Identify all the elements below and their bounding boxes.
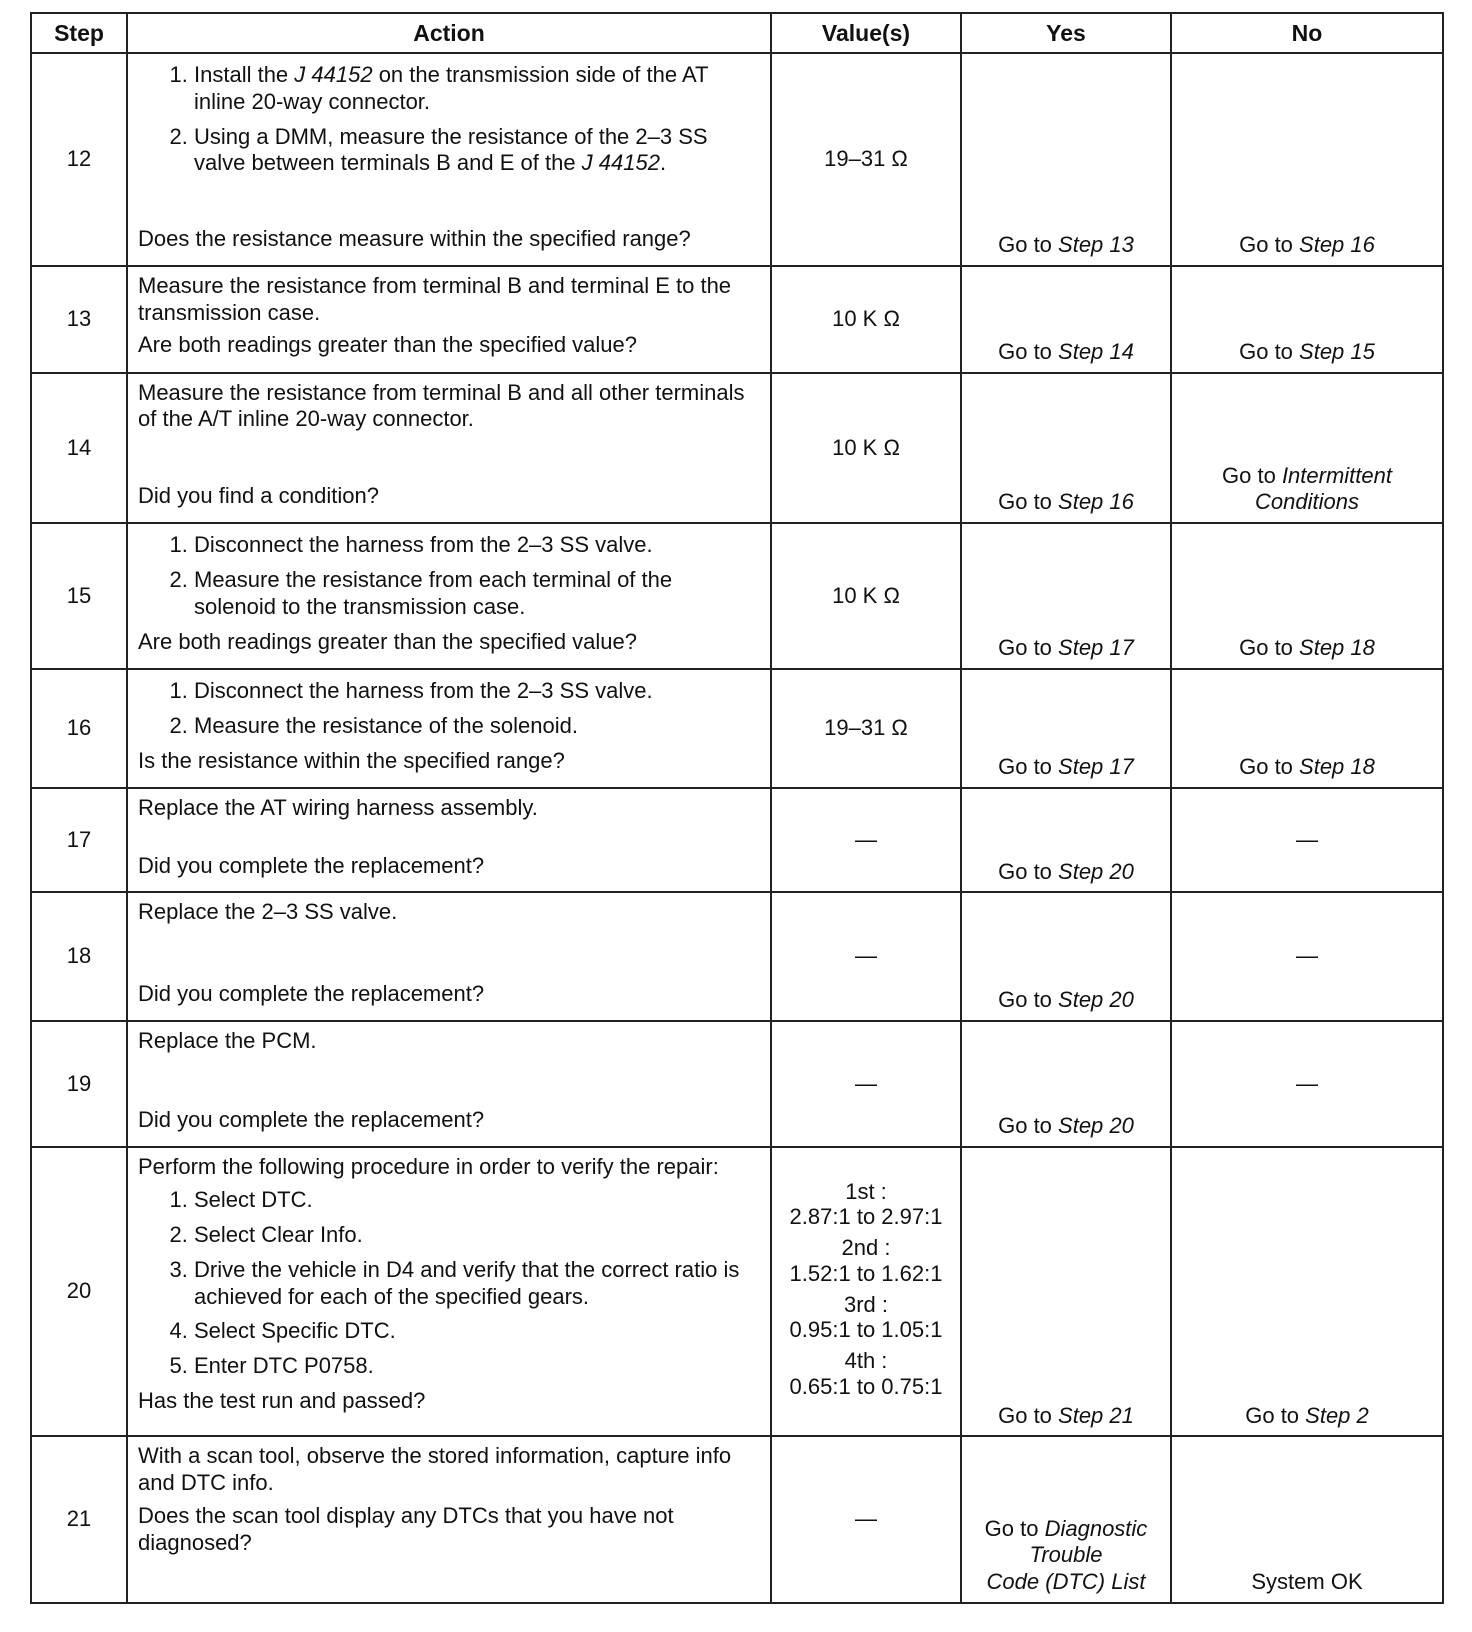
header-step: Step bbox=[31, 13, 127, 53]
value-cell: — bbox=[771, 1436, 961, 1603]
yes-cell: Go to Diagnostic Trouble Code (DTC) List bbox=[961, 1436, 1171, 1603]
no-link[interactable]: Step 15 bbox=[1299, 338, 1375, 364]
tool-name: J 44152 bbox=[581, 150, 660, 176]
yes-link[interactable]: Step 17 bbox=[1058, 635, 1134, 661]
action-cell bbox=[127, 266, 771, 373]
no-cell: — bbox=[1171, 892, 1443, 1020]
question: Is the resistance within the specified range? bbox=[138, 747, 565, 773]
gear-ratio: 4th : 0.65:1 to 0.75:1 bbox=[789, 1348, 943, 1399]
yes-cell: Go to Step 14 bbox=[961, 266, 1171, 373]
no-cell: — bbox=[1171, 1021, 1443, 1147]
yes-cell: Go to Step 17 bbox=[961, 523, 1171, 669]
yes-link[interactable]: Step 17 bbox=[1058, 754, 1134, 780]
action-cell bbox=[127, 1436, 771, 1603]
action-text: Measure the resistance from terminal B and all other terminals of the A/T inline 20-way connector. bbox=[138, 379, 745, 432]
diagnostic-table bbox=[30, 12, 1444, 1604]
no-link[interactable]: Step 16 bbox=[1299, 231, 1375, 257]
step-number: 12 bbox=[31, 53, 127, 266]
yes-link[interactable]: Step 21 bbox=[1058, 1402, 1134, 1428]
question: Does the scan tool display any DTCs that you have not diagnosed? bbox=[138, 1502, 674, 1555]
yes-link[interactable]: Step 20 bbox=[1058, 1113, 1134, 1139]
step-number: 20 bbox=[31, 1147, 127, 1436]
no-link[interactable]: Step 18 bbox=[1299, 754, 1375, 780]
yes-cell: Go to Step 21 bbox=[961, 1147, 1171, 1436]
action-item: 2. Measure the resistance from each terminal of the solenoid to the transmission case. bbox=[194, 567, 760, 621]
yes-cell: Go to Step 16 bbox=[961, 373, 1171, 524]
step-number: 16 bbox=[31, 669, 127, 788]
no-cell: Go to Step 18 bbox=[1171, 523, 1443, 669]
tool-name: J 44152 bbox=[294, 62, 373, 87]
table-row bbox=[31, 53, 1443, 266]
step-number: 13 bbox=[31, 266, 127, 373]
action-cell bbox=[127, 523, 771, 669]
action-item: 4. Select Specific DTC. bbox=[194, 1318, 760, 1345]
gear-ratio: 2nd : 1.52:1 to 1.62:1 bbox=[789, 1235, 943, 1286]
action-item: 2. Measure the resistance of the solenoid. bbox=[194, 713, 760, 740]
action-cell bbox=[127, 53, 771, 266]
action-text: Replace the PCM. bbox=[138, 1027, 317, 1053]
yes-cell: Go to Step 20 bbox=[961, 788, 1171, 892]
value-cell: — bbox=[771, 1021, 961, 1147]
action-text: With a scan tool, observe the stored information, capture info and DTC info. bbox=[138, 1443, 732, 1496]
table-row bbox=[31, 892, 1443, 1020]
action-item: 2. Using a DMM, measure the resistance of the 2–3 SS valve between terminals B and E of the J 44152. bbox=[194, 124, 760, 178]
yes-link[interactable]: Step 20 bbox=[1058, 986, 1134, 1012]
step-number: 19 bbox=[31, 1021, 127, 1147]
step-number: 15 bbox=[31, 523, 127, 669]
table-row bbox=[31, 788, 1443, 892]
no-cell: Go to Step 16 bbox=[1171, 53, 1443, 266]
question: Did you complete the replacement? bbox=[138, 852, 485, 878]
yes-link[interactable]: Step 14 bbox=[1058, 338, 1134, 364]
gear-ratio: 3rd : 0.95:1 to 1.05:1 bbox=[789, 1291, 943, 1343]
table-row bbox=[31, 266, 1443, 373]
value-cell: — bbox=[771, 788, 961, 892]
value-cell: 10 K Ω bbox=[771, 523, 961, 669]
value-cell: 19–31 Ω bbox=[771, 669, 961, 788]
action-text: Replace the 2–3 SS valve. bbox=[138, 899, 398, 925]
value-cell: 19–31 Ω bbox=[771, 53, 961, 266]
value-cell: — bbox=[771, 892, 961, 1020]
no-cell: — bbox=[1171, 788, 1443, 892]
no-cell: Go to Intermittent Conditions bbox=[1171, 373, 1443, 524]
question: Has the test run and passed? bbox=[138, 1388, 426, 1414]
value-cell: 10 K Ω bbox=[771, 266, 961, 373]
header-no: No bbox=[1171, 13, 1443, 53]
action-item: 1. Disconnect the harness from the 2–3 SS valve. bbox=[194, 678, 760, 705]
step-number: 17 bbox=[31, 788, 127, 892]
action-cell bbox=[127, 373, 771, 524]
yes-cell: Go to Step 17 bbox=[961, 669, 1171, 788]
action-item: 5. Enter DTC P0758. bbox=[194, 1353, 760, 1380]
yes-cell: Go to Step 13 bbox=[961, 53, 1171, 266]
table-row bbox=[31, 669, 1443, 788]
table-row bbox=[31, 1021, 1443, 1147]
yes-link[interactable]: Step 20 bbox=[1058, 858, 1134, 884]
action-item: 1. Select DTC. bbox=[194, 1187, 760, 1214]
question: Did you find a condition? bbox=[138, 483, 379, 509]
yes-link[interactable]: Step 16 bbox=[1058, 489, 1134, 515]
no-cell: System OK bbox=[1171, 1436, 1443, 1603]
action-cell bbox=[127, 892, 771, 1020]
step-number: 21 bbox=[31, 1436, 127, 1603]
action-item: 1. Disconnect the harness from the 2–3 SS valve. bbox=[194, 532, 760, 559]
action-item: 1. Install the J 44152 on the transmission side of the AT inline 20-way connector. bbox=[194, 62, 760, 116]
value-cell bbox=[771, 1147, 961, 1436]
no-cell: Go to Step 2 bbox=[1171, 1147, 1443, 1436]
header-values: Value(s) bbox=[771, 13, 961, 53]
question: Does the resistance measure within the specified range? bbox=[138, 225, 691, 251]
action-cell bbox=[127, 1147, 771, 1436]
action-text: Measure the resistance from terminal B and terminal E to the transmission case. bbox=[138, 272, 732, 325]
yes-link[interactable]: Diagnostic Trouble Code (DTC) List bbox=[986, 1515, 1148, 1595]
action-item: 3. Drive the vehicle in D4 and verify that the correct ratio is achieved for each of the specified gears. bbox=[194, 1257, 760, 1311]
step-number: 14 bbox=[31, 373, 127, 524]
yes-cell: Go to Step 20 bbox=[961, 1021, 1171, 1147]
question: Are both readings greater than the specified value? bbox=[138, 332, 637, 358]
header-action: Action bbox=[127, 13, 771, 53]
header-yes: Yes bbox=[961, 13, 1171, 53]
gear-ratio: 1st : 2.87:1 to 2.97:1 bbox=[789, 1178, 943, 1229]
action-text: Replace the AT wiring harness assembly. bbox=[138, 794, 538, 820]
action-text: Perform the following procedure in order to verify the repair: bbox=[138, 1154, 719, 1180]
question: Are both readings greater than the specified value? bbox=[138, 628, 637, 654]
no-cell: Go to Step 15 bbox=[1171, 266, 1443, 373]
question: Did you complete the replacement? bbox=[138, 1107, 485, 1133]
question: Did you complete the replacement? bbox=[138, 980, 485, 1006]
action-cell bbox=[127, 669, 771, 788]
table-row bbox=[31, 373, 1443, 524]
header-row bbox=[31, 13, 1443, 53]
value-cell: 10 K Ω bbox=[771, 373, 961, 524]
table-row bbox=[31, 1147, 1443, 1436]
yes-link[interactable]: Step 13 bbox=[1058, 231, 1134, 257]
step-number: 18 bbox=[31, 892, 127, 1020]
action-item: 2. Select Clear Info. bbox=[194, 1222, 760, 1249]
table-row bbox=[31, 523, 1443, 669]
action-cell bbox=[127, 788, 771, 892]
action-cell bbox=[127, 1021, 771, 1147]
no-link[interactable]: Intermittent Conditions bbox=[1255, 462, 1392, 515]
yes-cell: Go to Step 20 bbox=[961, 892, 1171, 1020]
no-cell: Go to Step 18 bbox=[1171, 669, 1443, 788]
no-link[interactable]: Step 2 bbox=[1305, 1402, 1369, 1428]
no-link[interactable]: Step 18 bbox=[1299, 635, 1375, 661]
table-row bbox=[31, 1436, 1443, 1603]
